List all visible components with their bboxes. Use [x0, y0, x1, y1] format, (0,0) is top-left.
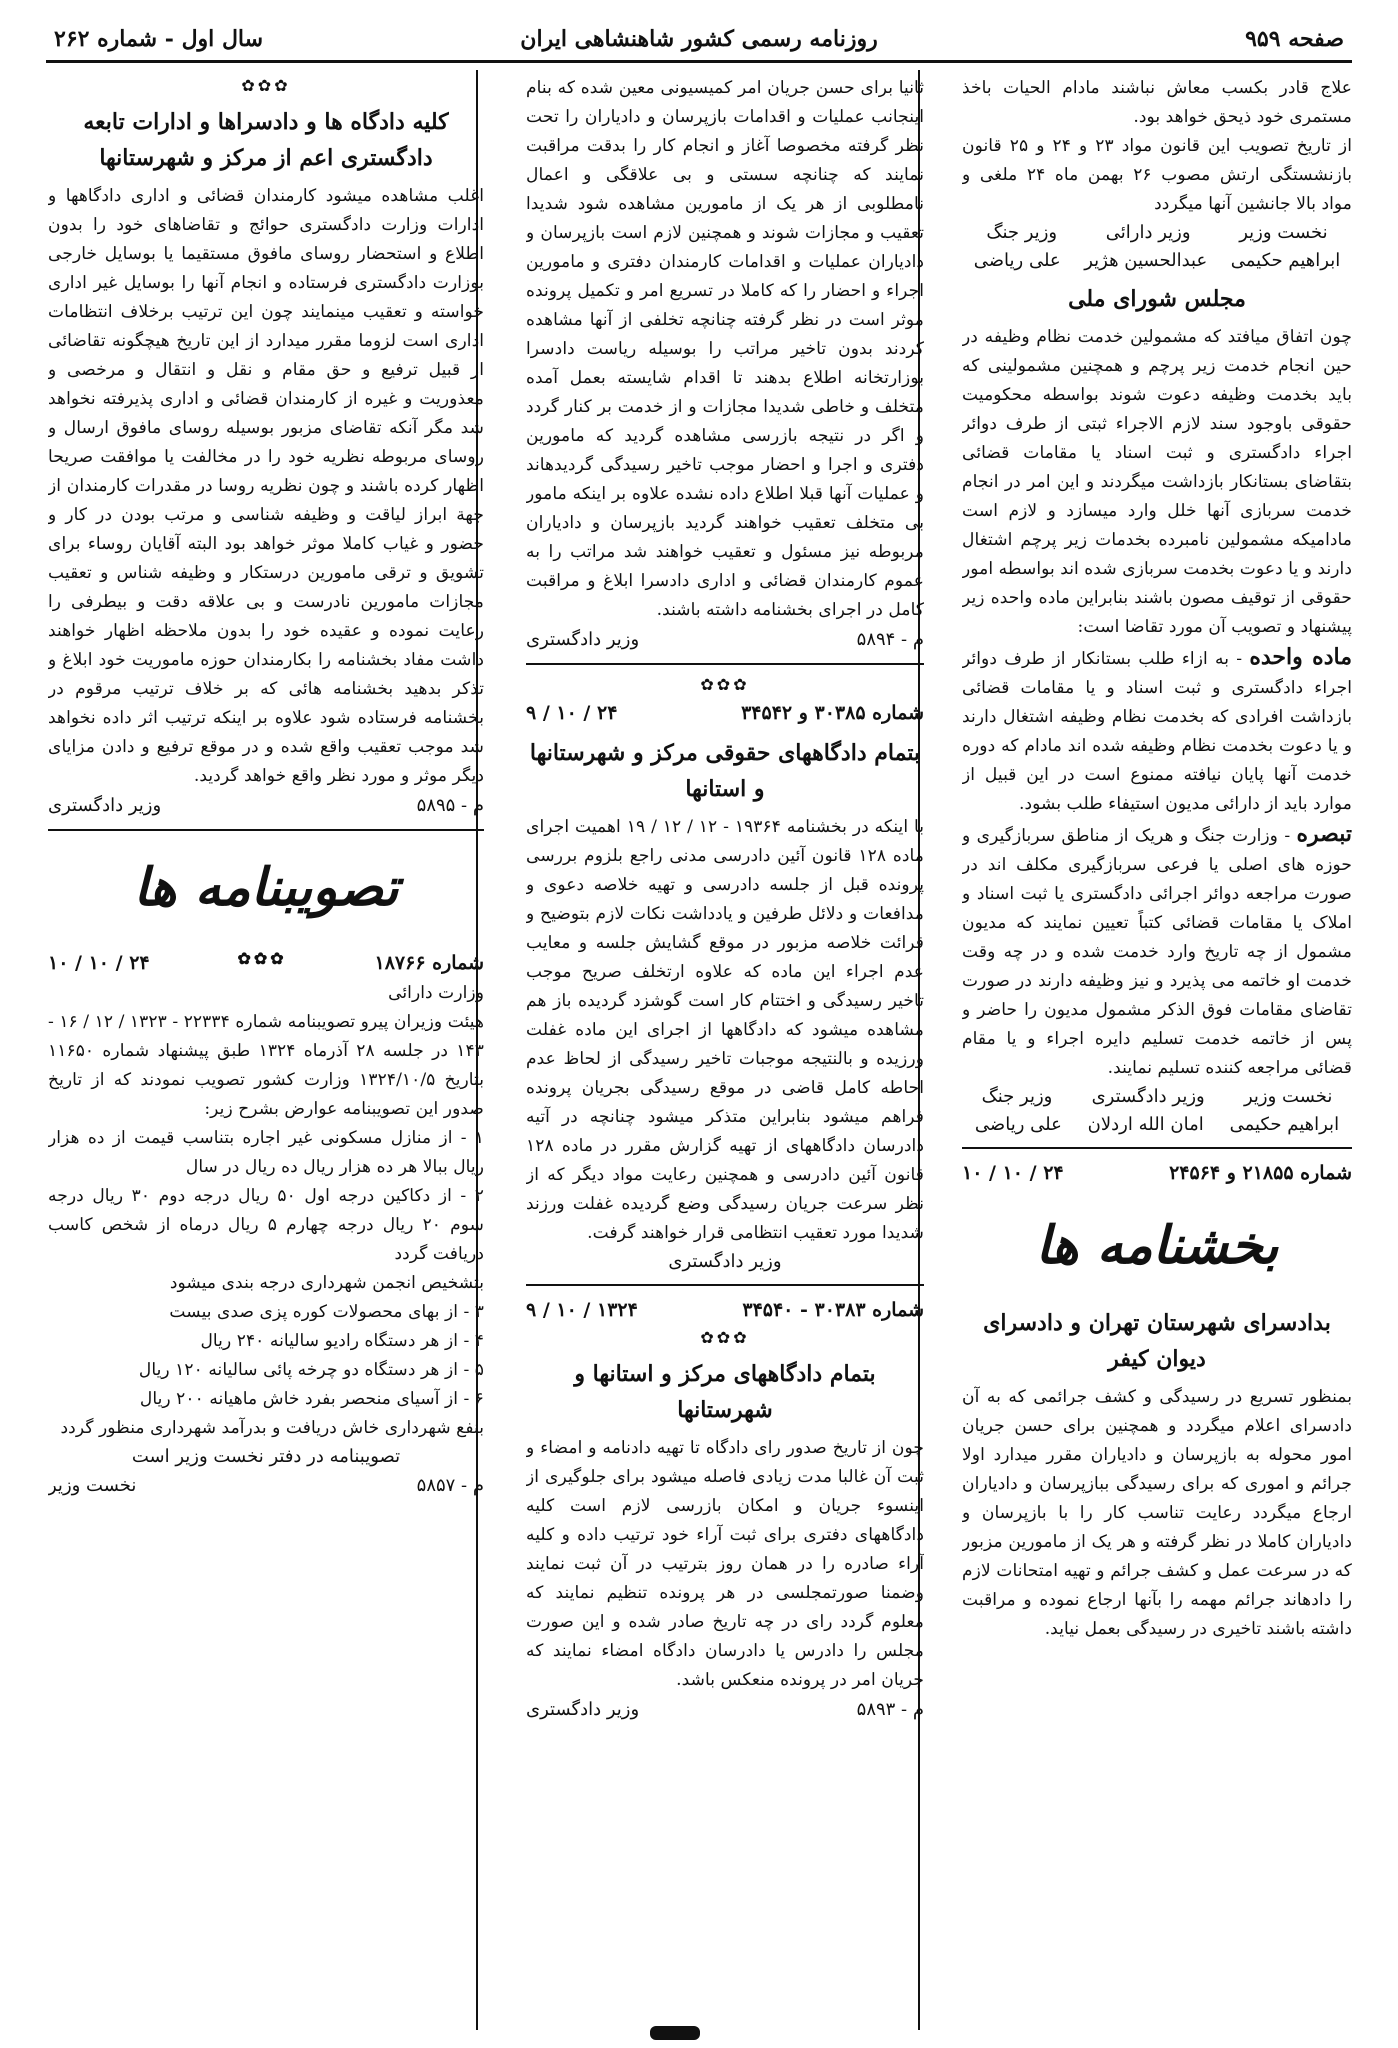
list-item: ۵ - از هر دستگاه دو چرخه پائی سالیانه ۱۲۰ ریال [138, 1360, 484, 1380]
stars-ornament: ✿✿✿ [700, 675, 750, 694]
number-ref: شماره ۱۸۷۶۶ [374, 952, 484, 974]
sig-name: علی ریاضی [974, 1114, 1062, 1135]
date-ref: ۲۴ / ۱۰ / ۹ [526, 702, 618, 724]
majlis-heading: مجلس شورای ملی [1068, 286, 1246, 312]
article-paragraph [962, 642, 1352, 819]
majlis-text: چون اتفاق میافتد که مشمولین خدمت نظام وظیفه در حین انجام خدمت زیر پرچم و همچنین مشمولینی که باید بخدمت وظیفه دعوت شوند بواسطه محکومیت حقوقی باوجود سند لازم الاجراء ثبتی از طرف دوائر اجراء دادگستری و ثبت اسناد یا مقامات قضائی بتقاضای بستانکار بازداشت میگردند و این امر در انجام خدمت سربازی آنها خلل وارد میسازد و لازم است مادامیکه مشمولین نامبرده بخدمات زیر پرچم اشتغال دارند و یا دعوت بخدمت سربازی شده اند بواسطه امور حقوقی از توقیف مصون باشند بنابراین ماده واحده زیر پیشنهاد و تصویب آن مورد تقاضا است: [962, 327, 1352, 637]
article-label: ماده واحده [1249, 644, 1352, 670]
note-text: - وزارت جنگ و هریک از مناطق سربازگیری و حوزه های اصلی یا فرعی سربازگیری مکلف اند در صورت مراجعه دوائر اجرائی دادگستری یا ثبت اسناد و املاک یا مقامات قضائی کتباً تعیین نمایند که مدیون مشمول از چه تاریخ وارد خدمت شده و در چه وقت خدمت او خاتمه می پذیرد و نیز وظیفه دارند در صورت تقاضای مقامات فوق الذکر مشمول مدیون را حاضر و پس از خاتمه خدمت تسلیم دایره اجراء و یا مقام قضائی مراجعه کننده تسلیم نمایند. [962, 826, 1352, 1078]
sig-title: وزیر دادگستری [1091, 1086, 1205, 1107]
sig-name: ابراهیم حکیمی [1229, 1114, 1340, 1135]
sig-name: ابراهیم حکیمی [1230, 250, 1341, 271]
middle-column [526, 74, 924, 2034]
sig-name: امان الله اردلان [1087, 1114, 1204, 1135]
newspaper-title: روزنامه رسمی کشور شاهنشاهی ایران [520, 26, 878, 52]
section-title-circulars: بخشنامه ها [1035, 1215, 1279, 1276]
sig-title: نخست وزیر [1243, 1086, 1333, 1107]
date-ref: ۱۳۲۴ / ۱۰ / ۹ [526, 1299, 638, 1321]
page-number: صفحه ۹۵۹ [1245, 26, 1344, 52]
signature-block-1 [526, 625, 924, 655]
sig-name: عبدالحسین هژیر [1084, 250, 1208, 271]
minister-sign: وزیر دادگستری [668, 1251, 782, 1272]
mid-heading-1: بتمام دادگاههای حقوقی مرکز و شهرستانها و استانها [529, 740, 921, 802]
list-item: ۴ - از هر دستگاه رادیو سالیانه ۲۴۰ ریال [200, 1331, 484, 1351]
list-item: ۳ - از بهای محصولات کوره پزی صدی بیست [169, 1302, 484, 1322]
signature-titles-2 [962, 1083, 1352, 1111]
minister-sign: وزیر دادگستری [526, 1699, 640, 1720]
circular-text: بمنظور تسریع در رسیدگی و کشف جرائمی که به آن دادسرای اعلام میگردد و همچنین برای حسن جریان امور محوله به بازپرسان و دادیاران مقرر میدارد اولا جرائم و اموری که برای رسیدگی ببازپرسان و دادیاران ارجاع میگردد رعایت تناسب کار را با بازپرسان و دادیاران کاملا در نظر گرفته و هر یک از مامورین مزبور که در سرعت عمل و کشف جرائم و تهیه امتحانات لازم را دادهاند جرائم مهمه را بآنها ارجاع نموده و مراقبت داشته باشند تاخیری در رسیدگی بعمل نیاید. [962, 1387, 1352, 1639]
stars-ornament: ✿✿✿ [700, 1328, 750, 1347]
sig-title: وزیر جنگ [986, 222, 1058, 243]
sig-title: نخست وزیر [1239, 222, 1328, 243]
code-ref: م - ۵۸۹۵ [416, 795, 484, 816]
number-line [526, 1294, 924, 1326]
date-ref: ۲۴ / ۱۰ / ۱۰ [48, 952, 150, 974]
left-column [48, 74, 484, 2034]
number-line [48, 947, 484, 979]
list-item: بتشخیص انجمن شهرداری درجه بندی میشود [169, 1273, 484, 1293]
circular-heading: بدادسرای شهرستان تهران و دادسرای دیوان کیفر [983, 1310, 1331, 1372]
law-paragraph: از تاریخ تصویب این قانون مواد ۲۳ و ۲۴ و ۲۵ قانون بازنشستگی ارتش مصوب ۲۶ بهمن ماه ۲۴ ملغی و مواد بالا جانشین آنها میگردد [962, 136, 1352, 214]
left-paragraph-4: تصویبنامه در دفتر نخست وزیر است [131, 1446, 401, 1467]
note-label: تبصره [1296, 821, 1352, 847]
section-divider [526, 663, 924, 665]
signature-names-2 [962, 1111, 1352, 1139]
code-ref: م - ۵۸۵۷ [416, 1475, 484, 1496]
stars-ornament: ✿✿✿ [241, 76, 291, 95]
scan-mark [650, 2026, 700, 2040]
pm-sign: نخست وزیر [48, 1475, 137, 1496]
section-divider [962, 1147, 1352, 1149]
sig-name: علی ریاضی [973, 250, 1061, 271]
list-item: ۲ - از دکاکین درجه اول ۵۰ ریال درجه دوم ۳۰ ریال درجه سوم ۲۰ ریال درجه چهارم ۵ ریال درماه از شخص کاسب دریافت گردد [48, 1186, 484, 1264]
number-line [962, 1157, 1352, 1189]
sig-title: وزیر دارائی [1105, 222, 1191, 243]
number-ref: شماره ۳۰۳۸۵ و ۳۴۵۴۲ [741, 702, 924, 724]
number-ref: شماره ۲۱۸۵۵ و ۲۴۵۶۴ [1169, 1162, 1352, 1184]
left-heading: کلیه دادگاه ها و دادسراها و ادارات تابعه دادگستری اعم از مرکز و شهرستانها [83, 109, 449, 171]
masthead [46, 20, 1352, 63]
signature-titles-1 [962, 219, 1352, 247]
number-ref: شماره ۳۰۳۸۳ - ۳۴۵۴۰ [742, 1299, 924, 1321]
right-column [962, 74, 1352, 2034]
issue-number: سال اول - شماره ۲۶۲ [54, 26, 264, 52]
code-ref: م - ۵۸۹۳ [856, 1699, 924, 1720]
ministry-label: وزارت دارائی [388, 983, 484, 1003]
signature-names-1 [962, 247, 1352, 275]
left-paragraph-3: بنفع شهرداری خاش دریافت و بدرآمد شهرداری منظور گردد [60, 1418, 484, 1438]
mid-paragraph-1: ثانیا برای حسن جریان امر کمیسیونی معین شده که بنام اینجانب عملیات و اقدامات بازپرسان و دادیاران را تحت نظر گرفته مخصوصا آغاز و انجام کار را بدقت مراقبت نمایند که چنانچه سستی و بی علاقگی و اعمال نامطلوبی از هر یک از مامورین مشاهده شود شدیدا تعقیب و مجازات شوند و همچنین لازم است بازپرسان و دادیاران عملیات و اقدامات کارمندان دفتری و مامورین اجراء و احضار را که کاملا در تسریع امر و تکمیل پرونده موثر است در نظر گرفته چنانچه تخلفی از آنها مشاهده کردند بدون تاخیر مراتب را بوسیله ریاست دادسرا بوزارتخانه اطلاع بدهند تا اقدام شایسته بعمل آمده متخلف و خاطی شدیدا مجازات و از خدمت بر کنار گردد و اگر در نتیجه بازرسی مشاهده گردید که مامورین دفتری و اجرا و احضار موجب تاخیر رسیدگی گردیدهاند و عملیات آنها قبلا اطلاع داده نشده علاوه بر اینکه مامور بی متخلف تعقیب خواهند گردید بازپرسان و دادیاران مربوطه نیز مسئول و تعقیب خواهند شد مراتب را به عموم کارمندان قضائی و اداری دادسرا ابلاغ و مراقبت کامل در اجرای بخشنامه داشته باشند. [526, 78, 924, 620]
date-ref: ۲۴ / ۱۰ / ۱۰ [962, 1162, 1064, 1184]
signature-block-3 [526, 1695, 924, 1725]
section-divider [48, 829, 484, 831]
signature-block-2 [48, 1471, 484, 1501]
section-divider [526, 1284, 924, 1286]
minister-sign: وزیر دادگستری [526, 629, 640, 650]
signature-block [48, 791, 484, 821]
mid-heading-2: بتمام دادگاههای مرکز و استانها و شهرستانها [574, 1361, 876, 1423]
list-item: ۱ - از منازل مسکونی غیر اجاره بتناسب قیمت از ده هزار ریال ببالا هر ده هزار ریال ده ریال در سال [48, 1128, 484, 1177]
mid-paragraph-3: چون از تاریخ صدور رای دادگاه تا تهیه دادنامه و امضاء و ثبت آن غالبا مدت زیادی فاصله میشود برای جلوگیری از اینسوء جریان و امکان بازرسی لازم است کلیه دادگاههای دفتری برای ثبت آراء خود ترتیب داده و کلیه آراء صادره را در همان روز بترتیب در آن ثبت نمایند وضمنا صورتمجلسی در هر پرونده تنظیم نمایند که معلوم گردد رای در چه تاریخ صادر شده و این صورت مجلس را دادرس یا دادرسان دادگاه امضاء نمایند که جریان امر در پرونده منعکس باشد. [526, 1438, 924, 1690]
intro-text: علاج قادر بکسب معاش نباشند مادام الحیات باخذ مستمری خود ذیحق خواهد بود. [962, 78, 1352, 127]
stars-ornament: ✿✿✿ [237, 949, 287, 968]
sig-title: وزیر جنگ [981, 1086, 1053, 1107]
minister-sign: وزیر دادگستری [48, 795, 162, 816]
article-text: - به ازاء طلب بستانکار از طرف دوائر اجراء دادگستری و ثبت اسناد و یا مقامات قضائی بازداشت افرادی که بخدمت نظام وظیفه اشتغال دارند و یا دعوت بخدمت نظام وظیفه شده اند مادام که دوره خدمت آنها پایان نیافته ممنوع است در این قبیل از موارد باید از دارائی مدیون استیفاء طلب بشود. [962, 649, 1352, 814]
list-item: ۶ - از آسیای منحصر بفرد خاش ماهیانه ۲۰۰ ریال [139, 1389, 484, 1409]
note-paragraph [962, 819, 1352, 1083]
section-title-decrees: تصویبنامه ها [133, 857, 399, 918]
left-paragraph-1: اغلب مشاهده میشود کارمندان قضائی و اداری دادگاهها و ادارات وزارت دادگستری حوائج و تقاضاهای خود را بدون اطلاع و استحضار روسای مافوق مستقیما یا بوسایل خارجی بوزارت دادگستری فرستاده و انجام آنها را بوسایل غیر اداری خواسته و تعقیب مینمایند چون این ترتیب برخلاف انتظامات اداری است لزوما مقرر میدارد از این تاریخ هیچگونه تقاضائی از قبیل ترفیع و حق مقام و نقل و انتقال و مرخصی و معذوریت و غیره از کارمندان قضائی و اداری پذیرفته نخواهد شد مگر آنکه تقاضای مزبور بوسیله روسای مافوق ارسال و روسای مربوطه نظریه خود را در مخالفت یا موافقت صریحا اظهار کرده باشند و چون نظریه روسا در مقدرات کارمندان از جهة ابراز لیاقت و وظیفه شناسی و مرتب بودن در کار و حضور و غیاب کاملا موثر خواهد بود البته آقایان روساء برای تشویق و ترقی مامورین درستکار و وظیفه شناس و تعقیب مجازات مامورین نادرست و بی علاقه دقت و بیطرفی را رعایت نموده و عقیده خود را بدون ملاحظه اظهار خواهند داشت مفاد بخشنامه را بکارمندان حوزه ماموریت خود ابلاغ و تذکر بدهید بخشنامه هائی که بر خلاف ترتیب مرقوم در بخشنامه فرستاده شود علاوه بر اینکه ترتیب اثر داده نخواهد شد موجب تعقیب واقع شده و در موقع ترفیع و دادن مزایای دیگر موثر و مورد نظر واقع خواهد گردید. [48, 186, 484, 786]
left-paragraph-2: هیئت وزیران پیرو تصویبنامه شماره ۲۲۳۳۴ - ۱۳۲۳ / ۱۲ / ۱۶ - ۱۴۳ در جلسه ۲۸ آذرماه ۱۳۲۴ طبق پیشنهاد شماره ۱۱۶۵۰ بتاریخ ۱۳۲۴/۱۰/۵ وزارت کشور تصویب نمودند که از تاریخ صدور این تصویبنامه عوارض بشرح زیر: [48, 1012, 484, 1119]
number-line [526, 697, 924, 729]
code-ref: م - ۵۸۹۴ [856, 629, 924, 650]
mid-paragraph-2: با اینکه در بخشنامه ۱۹۳۶۴ - ۱۲ / ۱۲ / ۱۹ اهمیت اجرای ماده ۱۲۸ قانون آئین دادرسی مدنی راجع بلزوم بررسی پرونده قبل از جلسه دادرسی و تهیه خلاصه دعوی و مدافعات و دلائل طرفین و یادداشت نکات لازم بتوضیح و قرائت خلاصه مزبور در موقع گشایش جلسه و معایب عدم اجراء این ماده که علاوه ارتخلف صریح موجب تاخیر رسیدگی و اختتام کار است گوشزد گردیده باز هم مشاهده میشود که دادگاهها از اجرای این ماده غفلت ورزیده و بالنتیجه موجبات تاخیر رسیدگی از لحاظ عدم احاطه کامل قاضی در موقع رسیدگی بجریان پرونده فراهم میشود بنابراین متذکر میشود چنانچه در آتیه دادرسان دادگاههای از تهیه گزارش مقرر در ماده ۱۲۸ قانون آئین دادرسی و همچنین رعایت مواد دیگر که از نظر سرعت جریان رسیدگی وضع گردیده غفلت ورزند شدیدا مورد تعقیب انتظامی قرار خواهند گرفت. [526, 817, 924, 1243]
